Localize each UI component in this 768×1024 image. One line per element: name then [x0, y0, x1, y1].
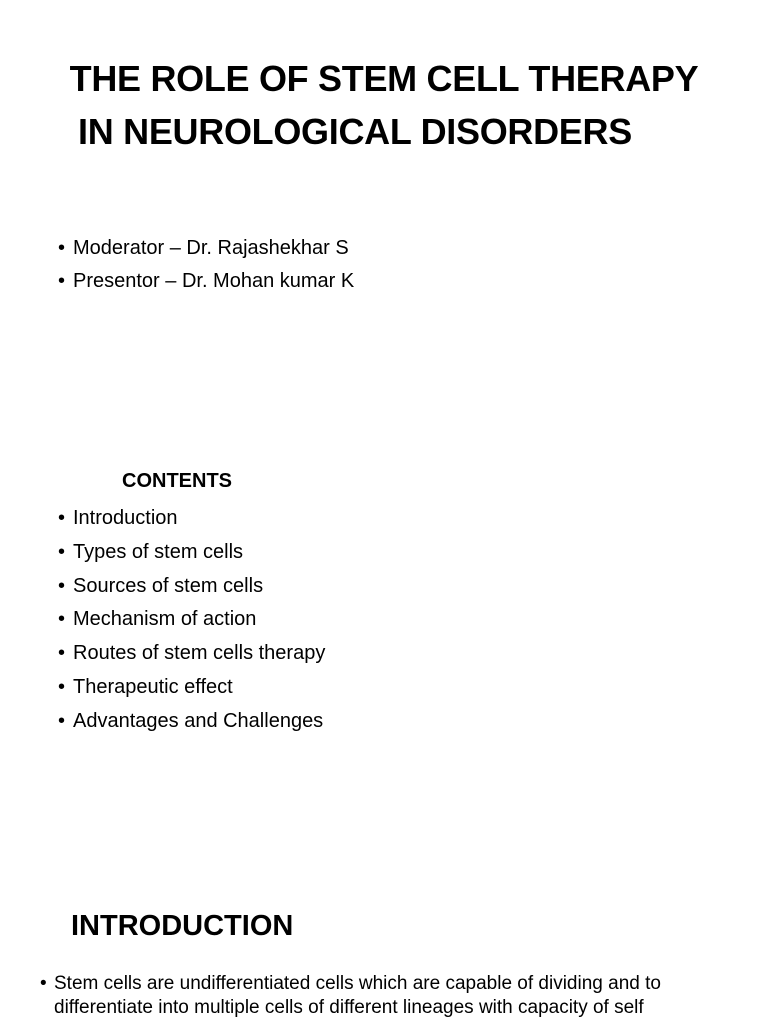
list-item — [58, 502, 325, 536]
list-item-text: Routes of stem cells therapy — [73, 642, 326, 665]
bullet-icon: • — [58, 237, 66, 259]
intro-line-2: differentiate into multiple cells of different lineages with capacity of self — [54, 997, 644, 1018]
list-item — [58, 705, 325, 739]
presentation-title — [0, 52, 768, 158]
bullet-icon: • — [40, 973, 47, 994]
list-item-text: Introduction — [73, 507, 178, 529]
list-item — [58, 603, 325, 637]
list-item-text: Types of stem cells — [73, 540, 244, 563]
presenters-list — [58, 232, 354, 298]
list-item-text: Advantages and Challenges — [73, 709, 324, 732]
introduction-paragraph — [40, 972, 730, 1020]
bullet-icon: • — [58, 270, 66, 292]
presentor-text: Presentor – Dr. Mohan kumar K — [73, 270, 355, 292]
bullet-icon: • — [58, 709, 66, 732]
bullet-icon: • — [58, 574, 66, 597]
list-item-text: Therapeutic effect — [73, 675, 233, 698]
list-item — [58, 570, 325, 604]
title-line-2: IN NEUROLOGICAL DISORDERS — [78, 111, 632, 152]
title-slide — [0, 0, 768, 430]
bullet-icon: • — [58, 540, 66, 563]
contents-list — [58, 502, 325, 739]
list-item-text: Sources of stem cells — [73, 574, 264, 597]
moderator-text: Moderator – Dr. Rajashekhar S — [73, 237, 349, 259]
list-item — [58, 536, 325, 570]
presentor-item — [58, 265, 354, 298]
contents-heading: CONTENTS — [122, 470, 232, 492]
list-item-text: Mechanism of action — [73, 608, 257, 631]
contents-slide — [0, 462, 768, 882]
list-item — [58, 637, 325, 671]
bullet-icon: • — [58, 507, 66, 529]
introduction-heading: INTRODUCTION — [71, 910, 294, 942]
bullet-icon: • — [58, 675, 66, 698]
bullet-icon: • — [58, 642, 66, 665]
bullet-icon: • — [58, 608, 66, 631]
introduction-slide — [0, 900, 768, 1024]
title-line-1: THE ROLE OF STEM CELL THERAPY — [69, 58, 699, 99]
intro-line-1: Stem cells are undifferentiated cells which are capable of dividing and to — [54, 973, 661, 994]
list-item — [58, 671, 325, 705]
moderator-item — [58, 232, 354, 265]
